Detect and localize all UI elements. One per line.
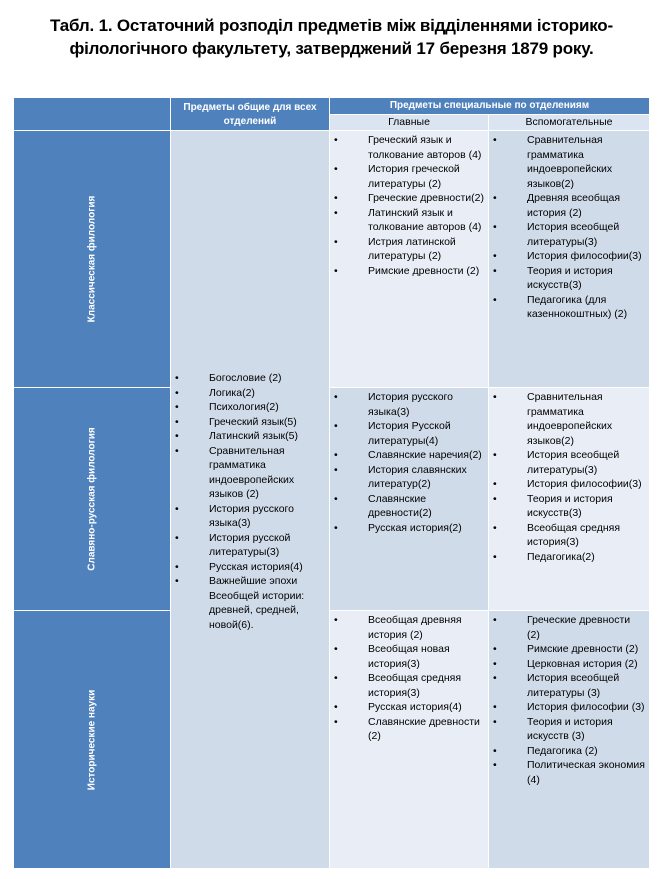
common-subjects-cell — [171, 131, 329, 868]
subject-item: • Древняя всеобщая история (2) — [489, 191, 649, 220]
main-subjects-history — [330, 611, 488, 868]
subject-item: • История философии (3) — [489, 700, 649, 715]
header-common-subjects — [171, 98, 329, 130]
subject-item: • Русская история(4) — [171, 560, 329, 575]
subject-item: • Теория и история искусств (3) — [489, 715, 649, 744]
main-subjects-list — [330, 133, 488, 278]
subject-item: • Педагогика(2) — [489, 550, 649, 565]
main-subjects-list — [330, 613, 488, 744]
subject-item: • Греческий язык и толкование авторов (4) — [330, 133, 488, 162]
table-caption — [0, 14, 663, 60]
department-name: Славяно-русская филология — [86, 427, 98, 571]
subject-item: • Теория и история искусств(3) — [489, 492, 649, 521]
subject-item: • Римские древности (2) — [330, 264, 488, 279]
subject-item: • Греческие древности (2) — [489, 613, 649, 642]
aux-subjects-list — [489, 390, 649, 564]
subject-item: • Педагогика (для казеннокоштных) (2) — [489, 293, 649, 322]
subject-item: • Греческие древности(2) — [330, 191, 488, 206]
subject-item: • Русская история(4) — [330, 700, 488, 715]
aux-subjects-classical — [489, 131, 649, 387]
subject-item: • Педагогика (2) — [489, 744, 649, 759]
subject-item: • История греческой литературы (2) — [330, 162, 488, 191]
subject-item: • Всеобщая древняя история (2) — [330, 613, 488, 642]
subheader-main-label: Главные — [388, 116, 430, 128]
caption-line-2: філологічного факультету, затверджений 17 березня 1879 року. — [69, 39, 594, 58]
header-special-subjects — [330, 98, 649, 114]
subject-item: • Сравнительная грамматика индоевропейских языков (2) — [171, 444, 329, 502]
subject-item: • Логика(2) — [171, 386, 329, 401]
subject-item: • История философии(3) — [489, 249, 649, 264]
aux-subjects-slavic — [489, 388, 649, 610]
subject-item: • Сравнительная грамматика индоевропейских языков(2) — [489, 133, 649, 191]
caption-line-1: Табл. 1. Остаточний розподіл предметів між відділеннями історико- — [50, 16, 613, 35]
subject-item: • Всеобщая средняя история(3) — [330, 671, 488, 700]
header-corner — [14, 98, 170, 130]
subject-item: • Всеобщая средняя история(3) — [489, 521, 649, 550]
subject-item: • Греческий язык(5) — [171, 415, 329, 430]
main-subjects-slavic — [330, 388, 488, 610]
subject-item: • История славянских литератур(2) — [330, 463, 488, 492]
subject-item: • История русского языка(3) — [171, 502, 329, 531]
header-special-label: Предметы специальные по отделениям — [389, 100, 590, 111]
subheader-main — [330, 115, 488, 130]
subject-item: • Римские древности (2) — [489, 642, 649, 657]
main-subjects-classical — [330, 131, 488, 387]
common-subjects-list — [171, 371, 329, 632]
subject-item: • Важнейшие эпохи Всеобщей истории: древней, средней, новой(6). — [171, 574, 329, 632]
subheader-aux — [489, 115, 649, 130]
subject-item: • Сравнительная грамматика индоевропейских языков(2) — [489, 390, 649, 448]
subject-item: • Славянские наречия(2) — [330, 448, 488, 463]
subject-item: • Славянские древности(2) — [330, 492, 488, 521]
department-name: Классическая филология — [86, 195, 98, 323]
subject-item: • Богословие (2) — [171, 371, 329, 386]
department-label-classical — [14, 131, 170, 387]
subject-item: • История всеобщей литературы (3) — [489, 671, 649, 700]
subject-item: • История всеобщей литературы(3) — [489, 220, 649, 249]
subject-item: • Политическая экономия (4) — [489, 758, 649, 787]
department-label-slavic — [14, 388, 170, 610]
department-label-history — [14, 611, 170, 868]
subjects-table — [14, 98, 649, 868]
department-name: Исторические науки — [86, 689, 98, 790]
subject-item: • Психология(2) — [171, 400, 329, 415]
aux-subjects-list — [489, 613, 649, 787]
subject-item: • Всеобщая новая история(3) — [330, 642, 488, 671]
subject-item: • История философии(3) — [489, 477, 649, 492]
subject-item: • История всеобщей литературы(3) — [489, 448, 649, 477]
subject-item: • Церковная история (2) — [489, 657, 649, 672]
subject-item: • Славянские древности (2) — [330, 715, 488, 744]
subject-item: • Русская история(2) — [330, 521, 488, 536]
subject-item: • Истрия латинской литературы (2) — [330, 235, 488, 264]
main-subjects-list — [330, 390, 488, 535]
subject-item: • История русского языка(3) — [330, 390, 488, 419]
aux-subjects-list — [489, 133, 649, 322]
aux-subjects-history — [489, 611, 649, 868]
subject-item: • Латинский язык и толкование авторов (4) — [330, 206, 488, 235]
subject-item: • Теория и история искусств(3) — [489, 264, 649, 293]
header-common-label: Предметы общие для всех отделений — [183, 102, 317, 127]
subject-item: • История Русской литературы(4) — [330, 419, 488, 448]
subject-item: • История русской литературы(3) — [171, 531, 329, 560]
subject-item: • Латинский язык(5) — [171, 429, 329, 444]
subheader-aux-label: Вспомогательные — [525, 116, 613, 128]
